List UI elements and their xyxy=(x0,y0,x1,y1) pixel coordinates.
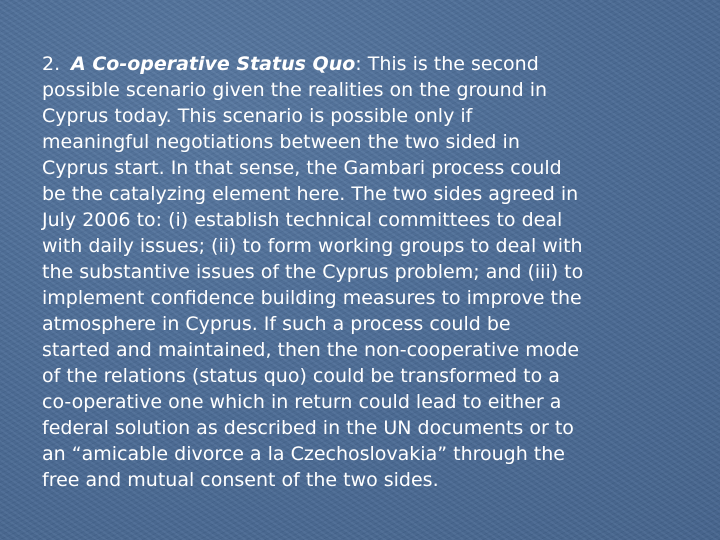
paragraph-line: the substantive issues of the Cyprus problem; and (iii) to xyxy=(42,261,584,283)
paragraph-line: co-operative one which in return could lead to either a xyxy=(42,391,562,413)
paragraph-line: implement confidence building measures to improve the xyxy=(42,287,582,309)
paragraph-line: possible scenario given the realities on the ground in xyxy=(42,79,548,101)
paragraph-line: of the relations (status quo) could be transformed to a xyxy=(42,365,560,387)
paragraph-line: free and mutual consent of the two sides. xyxy=(42,469,439,491)
numbered-paragraph xyxy=(42,51,682,493)
paragraph-line: atmosphere in Cyprus. If such a process could be xyxy=(42,313,511,335)
heading-suffix: : This is the second xyxy=(355,53,539,75)
paragraph-line: Cyprus today. This scenario is possible only if xyxy=(42,105,473,127)
paragraph-line: Cyprus start. In that sense, the Gambari process could xyxy=(42,157,562,179)
paragraph-heading: A Co-operative Status Quo xyxy=(71,53,356,75)
paragraph-line: be the catalyzing element here. The two sides agreed in xyxy=(42,183,579,205)
paragraph-line: July 2006 to: (i) establish technical committees to deal xyxy=(42,209,563,231)
paragraph-first-line xyxy=(42,51,682,77)
paragraph-line: with daily issues; (ii) to form working groups to deal with xyxy=(42,235,583,257)
item-number: 2. xyxy=(42,53,61,75)
paragraph-line: federal solution as described in the UN documents or to xyxy=(42,417,574,439)
paragraph-line: started and maintained, then the non-cooperative mode xyxy=(42,339,580,361)
paragraph-line: meaningful negotiations between the two sided in xyxy=(42,131,520,153)
paragraph-line: an “amicable divorce a la Czechoslovakia” through the xyxy=(42,443,565,465)
